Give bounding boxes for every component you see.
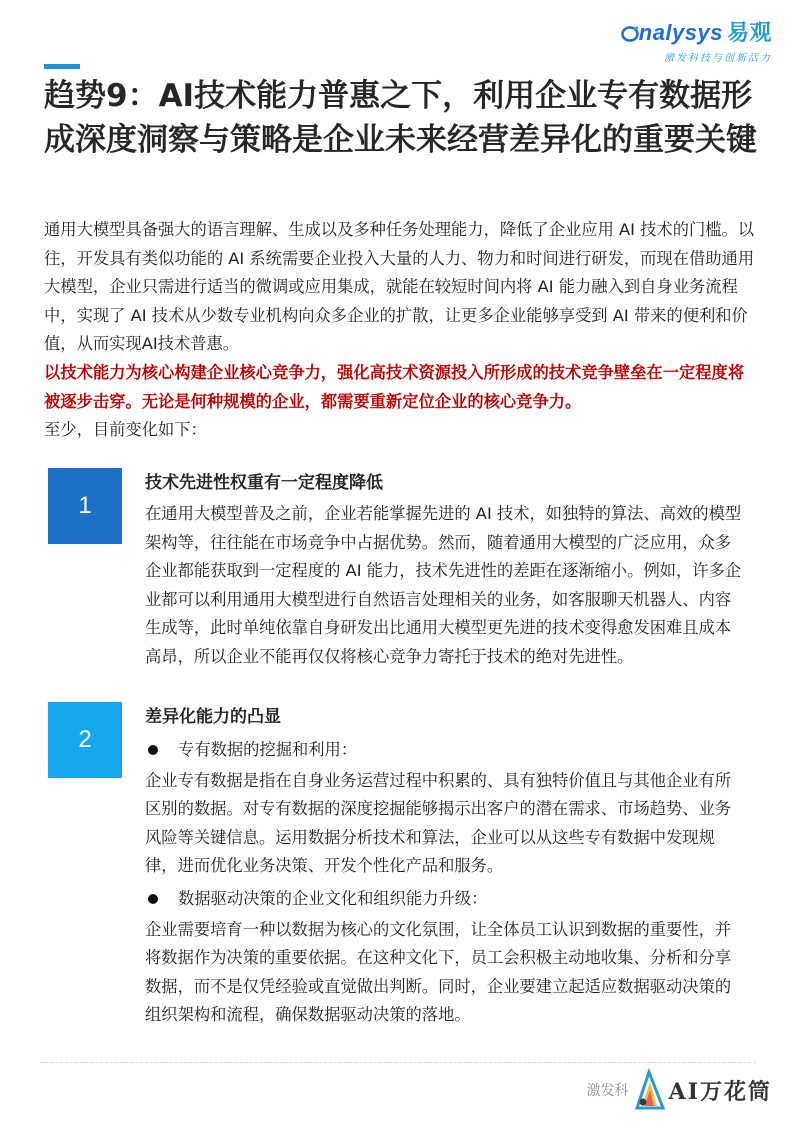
- intro-paragraph: 通用大模型具备强大的语言理解、生成以及多种任务处理能力，降低了企业应用 AI 技术的门槛。以往，开发具有类似功能的 AI 系统需要企业投入大量的人力、物力和时间进行研发，而现在借助通用大模型，企业只需进行适当的微调或应用集成，就能在较短时间内将 AI 能力融入到自身业务流程中，实现了 AI 技术从少数专业机构向众多企业的扩散，让更多企业能够享受到 AI 带来的便利和价值，从而实现AI技术普惠。: [44, 220, 755, 354]
- footer-divider: [40, 1062, 756, 1063]
- analysys-logo: [621, 16, 772, 64]
- bullet-dot-icon: [148, 745, 158, 755]
- bullet-dot-icon: [148, 894, 158, 904]
- bullet-label: 专有数据的挖掘和利用：: [178, 740, 358, 759]
- page-title: 趋势9：AI技术能力普惠之下，利用企业专有数据形成深度洞察与策略是企业未来经营差异化的重要关键: [44, 78, 757, 158]
- item-title: 差异化能力的凸显: [145, 707, 281, 727]
- bullet-label: 数据驱动决策的企业文化和组织能力升级：: [178, 888, 488, 908]
- item-number-box: 2: [48, 702, 122, 778]
- title-accent-bar: [44, 64, 80, 69]
- item-content: [145, 702, 745, 1030]
- item-body: 在通用大模型普及之前，企业若能掌握先进的 AI 技术，如独特的算法、高效的模型架构等，往往能在市场竞争中占据优势。然而，随着通用大模型的广泛应用，众多企业都能获取到一定程度的 AI 能力，技术先进性的差距在逐渐缩小。例如，许多企业都可以利用通用大模型进行自然语言处理相关的业务，如客服聊天机器人、内容生成等，此时单纯依靠自身研发出比通用大模型更先进的技术变得愈发困难且成本高昂，所以企业不能再仅仅将核心竞争力寄托于技术的绝对先进性。: [145, 504, 742, 666]
- bullet-heading: [145, 885, 745, 914]
- intro-highlight: 以技术能力为核心构建企业核心竞争力，强化高技术资源投入所形成的技术竞争壁垒在一定程度将被逐步击穿。无论是何种规模的企业，都需要重新定位企业的核心竞争力。: [44, 362, 745, 411]
- item-content: [145, 468, 745, 672]
- kaleidoscope-logo-icon: [633, 1068, 667, 1112]
- footer-text: 激发科: [586, 1083, 629, 1099]
- item-number-box: 1: [48, 468, 122, 544]
- intro-tail: 至少，目前变化如下：: [44, 420, 207, 440]
- bullet-text: 企业专有数据是指在自身业务运营过程中积累的、具有独特价值且与其他企业有所区别的数据。对专有数据的深度挖掘能够揭示出客户的潜在需求、市场趋势、业务风险等关键信息。运用数据分析技术和算法，企业可以从这些专有数据中发现规律，进而优化业务决策、开发个性化产品和服务。: [145, 770, 732, 876]
- footer: [587, 1068, 772, 1112]
- footer-brand: AI万花筒: [668, 1078, 772, 1105]
- bullet-heading: [145, 736, 745, 765]
- bullet-text: 企业需要培育一种以数据为核心的文化氛围，让全体员工认识到数据的重要性，并将数据作为决策的重要依据。在这种文化下，员工会积极主动地收集、分析和分享数据，而不是仅凭经验或直觉做出判断。同时，企业要建立起适应数据驱动决策的组织架构和流程，确保数据驱动决策的落地。: [145, 919, 732, 1025]
- intro-section: [44, 216, 756, 445]
- logo-slogan: 激发科技与创新活力: [664, 53, 772, 64]
- logo-wordmark: nalysys 易观: [621, 16, 772, 47]
- item-title: 技术先进性权重有一定程度降低: [145, 473, 383, 493]
- footer-logo: [633, 1068, 772, 1112]
- logo-chinese: 易观: [726, 20, 772, 45]
- logo-a-icon: [621, 24, 639, 42]
